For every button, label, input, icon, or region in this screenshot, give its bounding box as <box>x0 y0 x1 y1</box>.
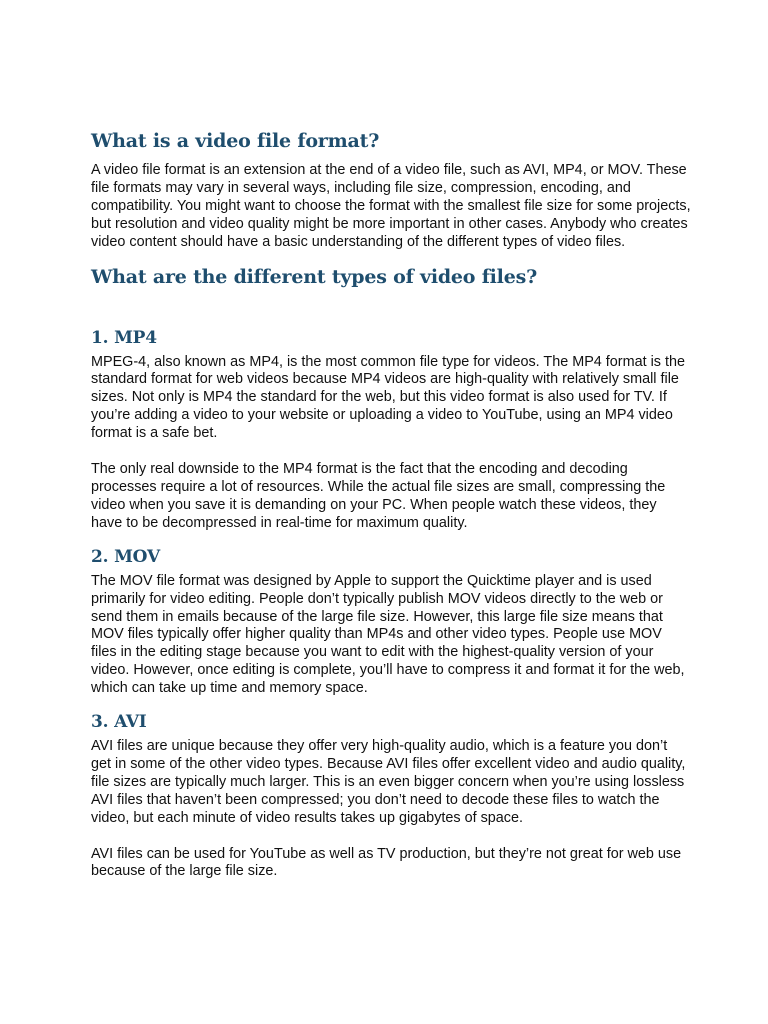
paragraph-avi-1: AVI files are unique because they offer very high-quality audio, which is a feature you don’t get in some of the other video types. Because AVI files offer excellent video and audio quality, file sizes are typically much larger. This is an even bigger concern when you’re using lossless AVI files that haven’t been compressed; you don’t need to decode these files to watch the video, but each minute of video results takes up gigabytes of space. <box>91 738 686 826</box>
paragraph-avi-2: AVI files can be used for YouTube as well as TV production, but they’re not great for web use because of the large file size. <box>91 845 682 880</box>
heading-avi: 3. AVI <box>91 712 147 733</box>
heading-mp4: 1. MP4 <box>91 327 157 348</box>
paragraph-intro: A video file format is an extension at the end of a video file, such as AVI, MP4, or MOV. These file formats may vary in several ways, including file size, compression, encoding, and compatibility. You might want to choose the format with the smallest file size for some projects, but resolution and video quality might be more important in other cases. Anybody who creates video content should have a basic understanding of the different types of video files. <box>91 162 691 250</box>
paragraph-mp4-1: MPEG-4, also known as MP4, is the most common file type for videos. The MP4 format is the standard format for web videos because MP4 videos are high-quality with relatively small file sizes. Not only is MP4 the standard for the web, but this video format is also used for TV. If you’re adding a video to your website or uploading a video to YouTube, using an MP4 video format is a safe bet. <box>91 353 685 442</box>
paragraph-mov: The MOV file format was designed by Apple to support the Quicktime player and is used primarily for video editing. People don’t typically publish MOV videos directly to the web or send them in emails because of the large file size. However, this large file size means that MOV files typically offer higher quality than MP4s and other video types. People use MOV files in the editing stage because you want to edit with the highest-quality version of your video. However, once editing is complete, you’ll have to compress it and format it for the web, which can take up time and memory space. <box>91 572 685 697</box>
heading-video-file-format: What is a video file format? <box>91 130 380 152</box>
paragraph-mp4-2: The only real downside to the MP4 format is the fact that the encoding and decoding processes require a lot of resources. While the actual file sizes are small, compressing the video when you save it is demanding on your PC. When people watch these videos, they have to be decompressed in real-time for maximum quality. <box>91 461 666 531</box>
heading-mov: 2. MOV <box>91 546 160 567</box>
document-content <box>91 128 691 881</box>
heading-types-of-video-files: What are the different types of video files? <box>91 265 538 288</box>
